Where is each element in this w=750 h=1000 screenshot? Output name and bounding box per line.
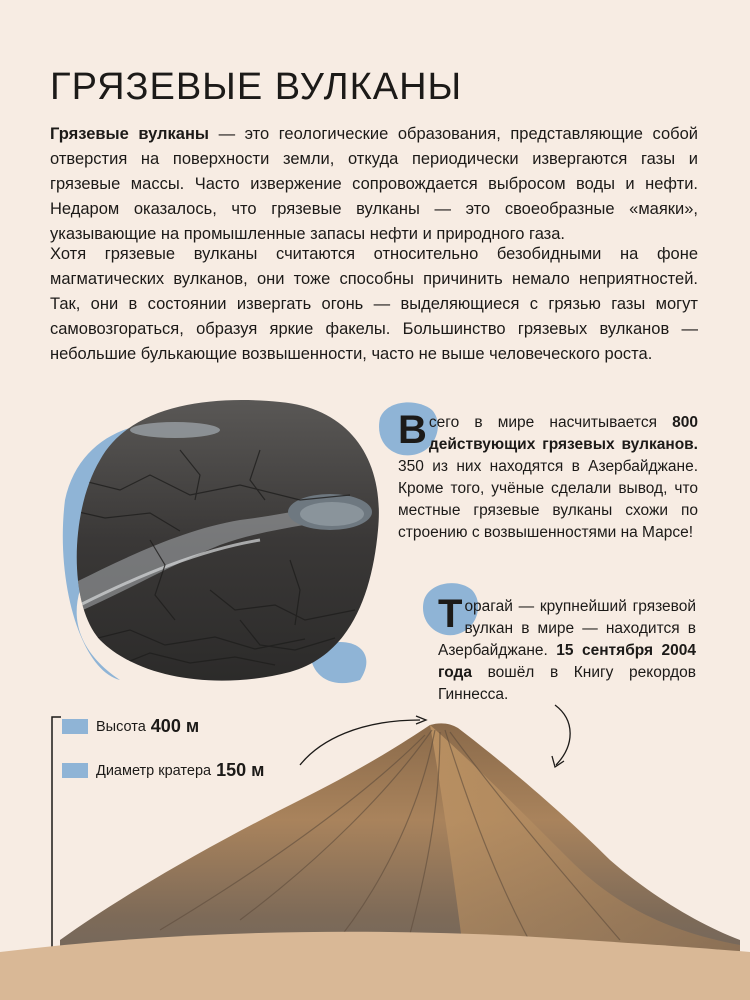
fact2-dropcap: Т <box>438 592 463 636</box>
mud-crater-photo <box>60 390 390 690</box>
fact-toragay <box>438 592 696 706</box>
legend-swatch <box>62 763 88 778</box>
intro-paragraph <box>50 122 698 247</box>
fact1-lead: сего в мире насчитывается <box>428 414 673 431</box>
legend-crater <box>62 760 264 781</box>
intro-text: — это геологические образования, представляющие собой отверстия на поверхности земли, откуда периодически извергаются газы и грязевые массы. Часто извержение сопровождается выбросом воды и нефти. Недаром оказалось, что грязевые вулканы — это своеобразные «маяки», указывающие на промышленные запасы нефти и природного газа. <box>50 125 698 243</box>
legend-height-value: 400 м <box>150 716 200 736</box>
legend-crater-value: 150 м <box>216 760 265 780</box>
fact2-bold: 15 сентября 2004 года <box>438 642 696 681</box>
fact-arrow <box>555 705 570 765</box>
fact2-lead: орагай — крупнейший грязевой вулкан в мире — находится в Азербайджане. <box>438 598 696 659</box>
page-title: ГРЯЗЕВЫЕ ВУЛКАНЫ <box>50 66 463 108</box>
intro-term: Грязевые вулканы <box>50 125 210 143</box>
legend-height-label: Высота <box>96 718 146 735</box>
fact1-dropcap: В <box>398 408 427 452</box>
legend-height <box>62 716 199 737</box>
legend-crater-label: Диаметр кратера <box>96 762 212 779</box>
second-paragraph: Хотя грязевые вулканы считаются относительно безобидными на фоне магматических вулканов, они тоже способны причинить немало неприятностей. Так, они в состоянии извергать огонь — выделяющиеся с грязью газы могут самовозгораться, образуя яркие факелы. Большинство грязевых вулканов — небольшие булькающие возвышенности, часто не выше человеческого роста. <box>50 245 698 363</box>
fact-800-volcanoes <box>398 408 698 544</box>
fact1-rest: 350 из них находятся в Азербайджане. Кроме того, учёные сделали вывод, что местные грязевые вулканы схожи по строению с возвышенностями на Марсе! <box>398 458 698 541</box>
fact1-bold: 800 действующих грязевых вулканов. <box>428 414 698 453</box>
fact2-rest: вошёл в Книгу рекордов Гиннесса. <box>438 664 696 703</box>
legend-swatch <box>62 719 88 734</box>
